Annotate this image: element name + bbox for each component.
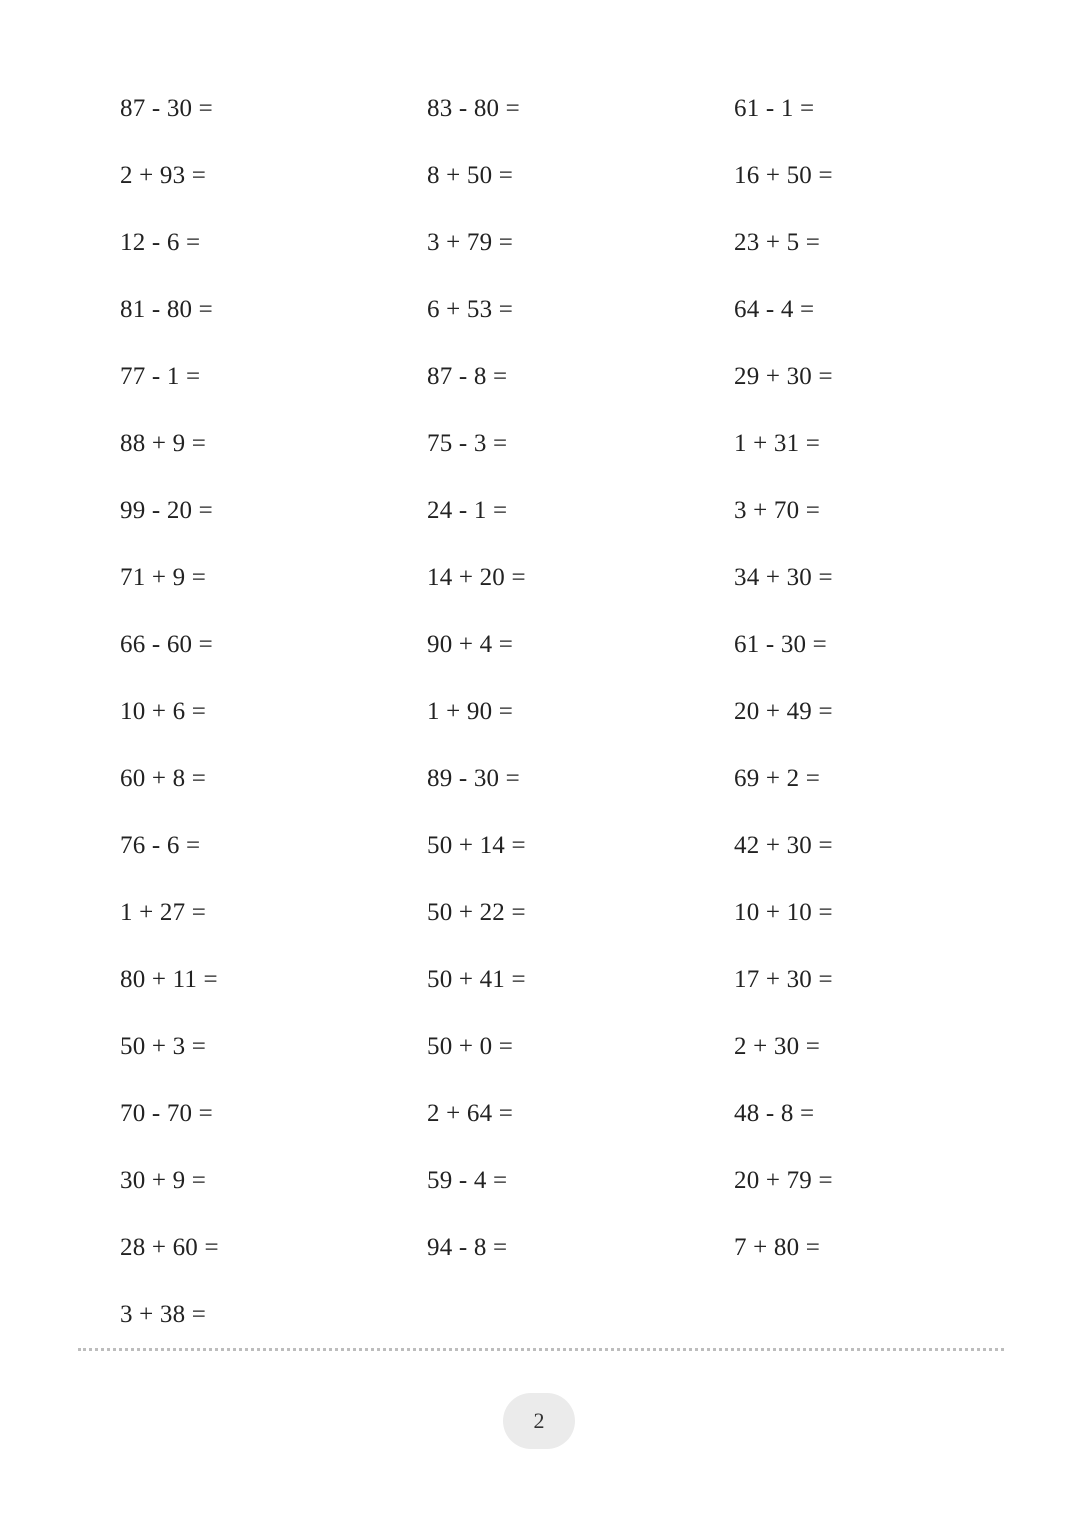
math-problem: 87 - 8 = [427,363,508,390]
math-problem: 50 + 41 = [427,966,526,993]
math-problem: 8 + 50 = [427,162,514,189]
math-problem: 3 + 79 = [427,229,514,256]
math-problem: 34 + 30 = [734,564,833,591]
math-problem: 1 + 27 = [120,899,207,926]
math-problem: 70 - 70 = [120,1100,213,1127]
math-problem: 60 + 8 = [120,765,207,792]
math-problem: 88 + 9 = [120,430,207,457]
math-problem: 80 + 11 = [120,966,218,993]
math-problem: 90 + 4 = [427,631,514,658]
math-problem: 64 - 4 = [734,296,815,323]
math-problem: 20 + 49 = [734,698,833,725]
math-problem: 50 + 0 = [427,1033,514,1060]
math-problem: 30 + 9 = [120,1167,207,1194]
math-problem: 24 - 1 = [427,497,508,524]
math-problem: 50 + 22 = [427,899,526,926]
math-problem: 2 + 64 = [427,1100,514,1127]
math-problem: 89 - 30 = [427,765,520,792]
math-problem: 61 - 30 = [734,631,827,658]
math-problem: 1 + 31 = [734,430,821,457]
math-problem: 76 - 6 = [120,832,201,859]
math-problem: 1 + 90 = [427,698,514,725]
math-problem: 2 + 93 = [120,162,207,189]
math-problem: 16 + 50 = [734,162,833,189]
math-problem: 83 - 80 = [427,95,520,122]
math-problem: 3 + 70 = [734,497,821,524]
math-problem: 59 - 4 = [427,1167,508,1194]
math-problem: 23 + 5 = [734,229,821,256]
math-problem: 10 + 10 = [734,899,833,926]
math-problem: 3 + 38 = [120,1301,207,1328]
math-problem: 12 - 6 = [120,229,201,256]
math-problem: 75 - 3 = [427,430,508,457]
math-problem: 10 + 6 = [120,698,207,725]
math-problem: 7 + 80 = [734,1234,821,1261]
math-problem: 20 + 79 = [734,1167,833,1194]
math-problem: 94 - 8 = [427,1234,508,1261]
math-problem: 71 + 9 = [120,564,207,591]
math-problem: 50 + 3 = [120,1033,207,1060]
math-problem: 17 + 30 = [734,966,833,993]
math-problem: 77 - 1 = [120,363,201,390]
math-problem: 29 + 30 = [734,363,833,390]
math-problem: 81 - 80 = [120,296,213,323]
math-problem: 61 - 1 = [734,95,815,122]
math-problem: 69 + 2 = [734,765,821,792]
math-problem: 2 + 30 = [734,1033,821,1060]
math-problem: 87 - 30 = [120,95,213,122]
page-number-badge [503,1393,575,1449]
math-problem: 99 - 20 = [120,497,213,524]
math-problem: 6 + 53 = [427,296,514,323]
dotted-divider [78,1348,1004,1351]
math-problem: 50 + 14 = [427,832,526,859]
math-problem: 14 + 20 = [427,564,526,591]
math-problem: 48 - 8 = [734,1100,815,1127]
math-problem: 42 + 30 = [734,832,833,859]
math-problem: 66 - 60 = [120,631,213,658]
page-number: 2 [533,1408,545,1433]
math-problem: 28 + 60 = [120,1234,219,1261]
